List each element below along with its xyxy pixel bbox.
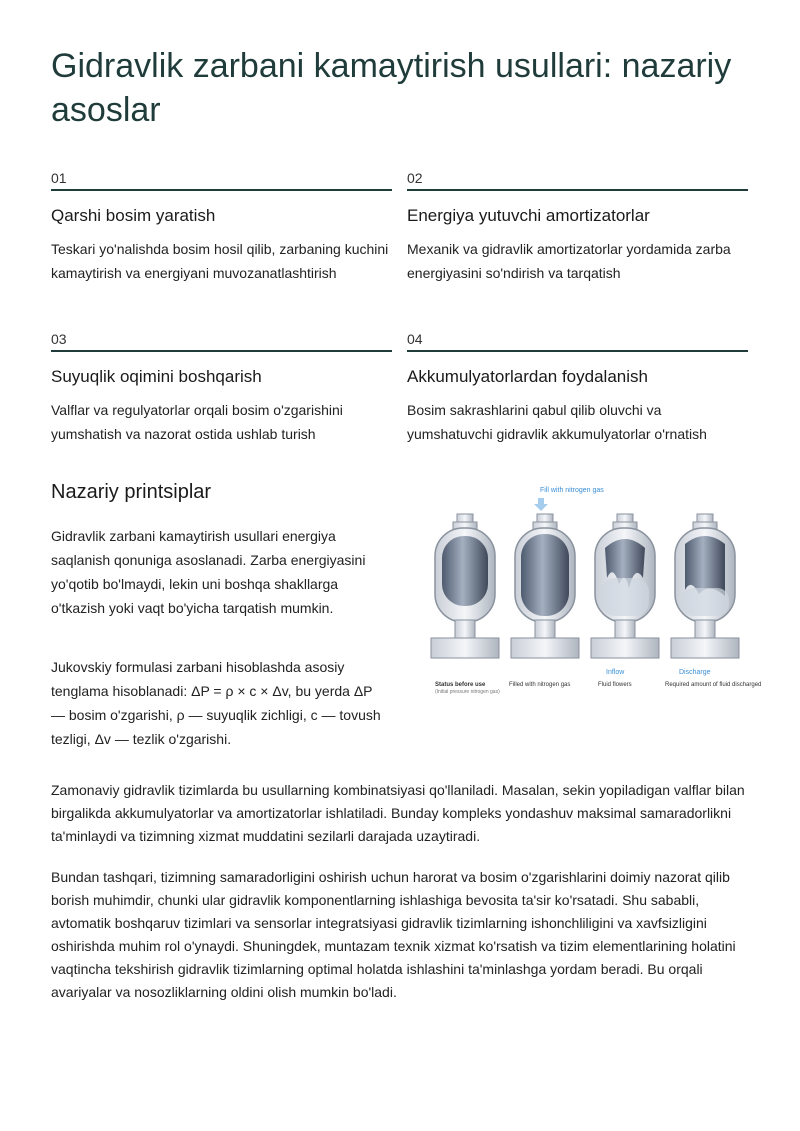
card-number: 04: [407, 331, 748, 352]
body-paragraph-2: Bundan tashqari, tizimning samaradorligini oshirish uchun harorat va bosim o'zgarishlarini doimiy nazorat qilib borish muhimdir, chunki ular gidravlik komponentlarning ishlashiga bevosita ta'sir ko'rsatadi. Shu sababli, avtomatik boshqaruv tizimlari va sensorlar integratsiyasi gidravlik tizimlarning ishonchliligini va xavfsizligini oshirishda muhim rol o'ynaydi. Shuningdek, muntazam texnik xizmat ko'rsatish va tizim elementlarining holatini vaqtincha tekshirish gidravlik tizimlarning optimal holatda ishlashini ta'minlashga yordam beradi. Bu orqali avariyalar va nosozliklarning oldini olish mumkin bo'ladi.: [51, 869, 736, 1000]
caption-4: [665, 682, 761, 688]
card-text: Teskari yo'nalishda bosim hosil qilib, zarbaning kuchini kamaytirish va energiyani muvozanatlashtirish: [51, 241, 389, 281]
body-paragraph-1: Zamonaviy gidravlik tizimlarda bu usullarning kombinatsiyasi qo'llaniladi. Masalan, sekin yopiladigan valflar bilan birgalikda akkumulyatorlar va amortizatorlar ishlatiladi. Bunday kompleks yondashuv maksimal samaradorlikni ta'minlaydi va tizimning xizmat muddatini sezilarli darajada uzaytiradi.: [51, 782, 745, 844]
method-card-3: [51, 331, 392, 446]
page-title: Gidravlik zarbani kamaytirish usullari: nazariy asoslar: [51, 47, 732, 129]
caption-1-sub: (Initial pressure nitrogen gas): [435, 689, 500, 695]
accumulator-2: [511, 514, 579, 658]
caption-2: Filled with nitrogen gas: [509, 682, 571, 688]
method-card-4: [407, 331, 748, 446]
caption-4-text: Required amount of fluid discharged: [665, 682, 762, 688]
card-text: Mexanik va gidravlik amortizatorlar yordamida zarba energiyasini so'ndirish va tarqatish: [407, 241, 731, 281]
accumulator-3: [591, 514, 659, 658]
card-text: Valflar va regulyatorlar orqali bosim o'zgarishini yumshatish va nazorat ostida ushlab turish: [51, 402, 343, 442]
accumulator-4: [671, 514, 739, 658]
card-number: 03: [51, 331, 392, 352]
card-heading: Energiya yutuvchi amortizatorlar: [407, 206, 650, 225]
accumulator-figure: [425, 478, 762, 710]
inflow-label: Inflow: [606, 669, 625, 676]
figure-top-label: Fill with nitrogen gas: [540, 487, 604, 494]
section-paragraph-2: Jukovskiy formulasi zarbani hisoblashda asosiy tenglama hisoblanadi: ΔP = ρ × c × Δv, bu yerda ΔP — bosim o'zgarishi, ρ — suyuqlik zichligi, c — tovush tezligi, Δv — tezlik o'zgarishi.: [51, 659, 381, 747]
caption-3: Fluid flowers: [598, 682, 632, 688]
section-title: Nazariy printsiplar: [51, 481, 212, 503]
accumulator-1: [431, 514, 499, 658]
caption-1: Status before use: [435, 682, 486, 688]
card-heading: Qarshi bosim yaratish: [51, 206, 216, 225]
card-number: 02: [407, 170, 748, 191]
card-heading: Akkumulyatorlardan foydalanish: [407, 367, 648, 386]
method-card-1: [51, 170, 392, 285]
discharge-label: Discharge: [679, 669, 711, 676]
card-heading: Suyuqlik oqimini boshqarish: [51, 367, 262, 386]
section-paragraph-1: Gidravlik zarbani kamaytirish usullari energiya saqlanish qonuniga asoslanadi. Zarba energiyasini yo'qotib bo'lmaydi, lekin uni boshqa shakllarga o'tkazish yoki vaqt bo'yicha tarqatish mumkin.: [51, 528, 366, 616]
card-text: Bosim sakrashlarini qabul qilib oluvchi va yumshatuvchi gidravlik akkumulyatorlar o'rnatish: [407, 402, 707, 442]
card-number: 01: [51, 170, 392, 191]
method-card-2: [407, 170, 748, 285]
arrow-down-icon: [534, 498, 548, 511]
